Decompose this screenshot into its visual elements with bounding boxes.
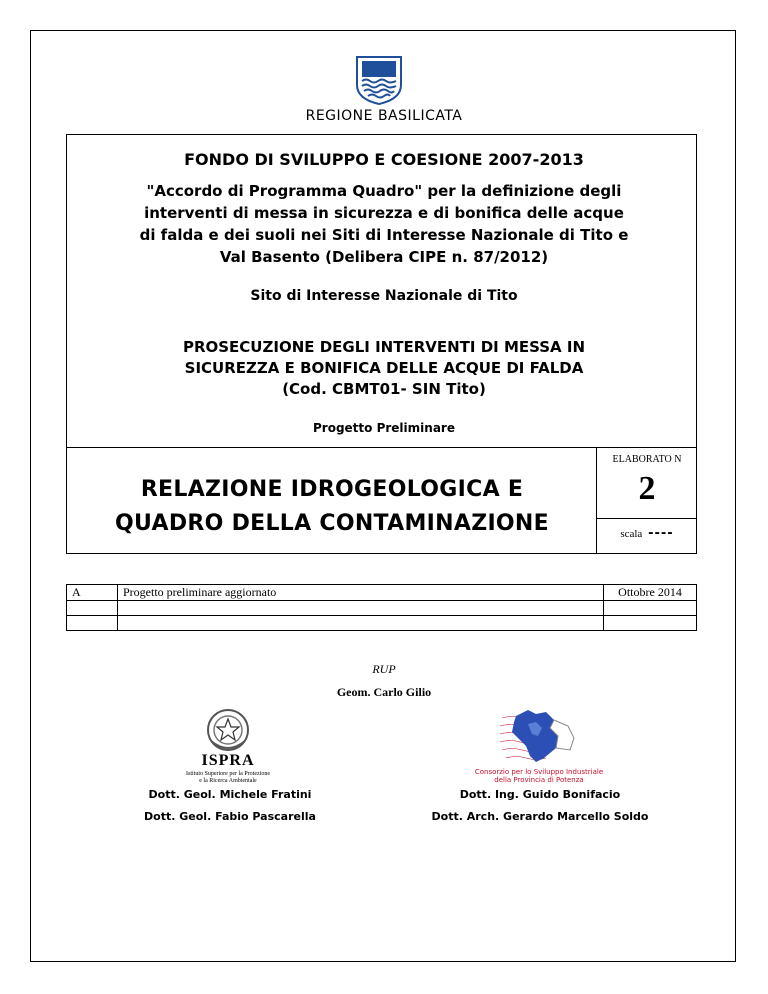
regione-basilicata-logo xyxy=(354,55,404,105)
rup-label: RUP xyxy=(372,662,396,676)
revision-date xyxy=(604,601,697,616)
revision-table xyxy=(66,584,697,631)
signer-left-1: Dott. Geol. Michele Fratini xyxy=(148,788,312,801)
elaborato-number: 2 xyxy=(638,470,656,507)
signer-right-2: Dott. Arch. Gerardo Marcello Soldo xyxy=(431,810,649,823)
divider xyxy=(596,518,697,519)
progetto-label: Progetto Preliminare xyxy=(313,421,455,435)
table-row xyxy=(67,585,697,601)
revision-description: Progetto preliminare aggiornato xyxy=(118,585,604,601)
ispra-subtitle xyxy=(160,771,296,785)
document-title xyxy=(70,473,594,541)
prosecuzione-heading xyxy=(120,337,648,400)
accordo-line: interventi di messa in sicurezza e di bonifica delle acque xyxy=(144,204,624,222)
prosecuzione-line: (Cod. CBMT01- SIN Tito) xyxy=(282,380,486,398)
scala-label: scala xyxy=(620,528,643,540)
signer-right-1: Dott. Ing. Guido Bonifacio xyxy=(459,788,621,801)
consorzio-name-line: Consorzio per lo Sviluppo Industriale xyxy=(474,768,604,776)
revision-code xyxy=(67,616,118,631)
sito-heading: Sito di Interesse Nazionale di Tito xyxy=(250,288,518,304)
elaborato-label: ELABORATO N xyxy=(612,454,682,465)
italian-emblem-icon xyxy=(205,707,251,753)
table-row xyxy=(67,601,697,616)
scala-value: ---- xyxy=(648,526,674,541)
ispra-subtitle-line: e la Ricerca Ambientale xyxy=(199,778,257,784)
document-title-line: RELAZIONE IDROGEOLOGICA E xyxy=(140,477,524,502)
divider xyxy=(66,447,697,448)
basilicata-map-icon xyxy=(498,706,580,768)
consorzio-name-line: della Provincia di Potenza xyxy=(494,776,584,784)
scala xyxy=(597,526,697,541)
rup-name: Geom. Carlo Gilio xyxy=(336,685,432,699)
revision-date: Ottobre 2014 xyxy=(604,585,697,601)
consorzio-name xyxy=(450,768,628,784)
prosecuzione-line: SICUREZZA E BONIFICA DELLE ACQUE DI FALDA xyxy=(184,359,584,377)
signer-left-2: Dott. Geol. Fabio Pascarella xyxy=(144,810,316,823)
revision-description xyxy=(118,601,604,616)
revision-code: A xyxy=(67,585,118,601)
accordo-heading xyxy=(80,180,688,268)
revision-date xyxy=(604,616,697,631)
accordo-line: di falda e dei suoli nei Siti di Interesse Nazionale di Tito e xyxy=(139,226,629,244)
ispra-subtitle-line: Istituto Superiore per la Protezione xyxy=(186,771,270,777)
region-name: REGIONE BASILICATA xyxy=(305,108,463,124)
accordo-line: "Accordo di Programma Quadro" per la definizione degli xyxy=(146,182,622,200)
fund-title: FONDO DI SVILUPPO E COESIONE 2007-2013 xyxy=(184,150,584,169)
document-title-line: QUADRO DELLA CONTAMINAZIONE xyxy=(115,511,549,536)
revision-description xyxy=(118,616,604,631)
table-row xyxy=(67,616,697,631)
revision-code xyxy=(67,601,118,616)
ispra-name: ISPRA xyxy=(201,752,255,769)
prosecuzione-line: PROSECUZIONE DEGLI INTERVENTI DI MESSA IN xyxy=(182,338,586,356)
accordo-line: Val Basento (Delibera CIPE n. 87/2012) xyxy=(219,248,549,266)
